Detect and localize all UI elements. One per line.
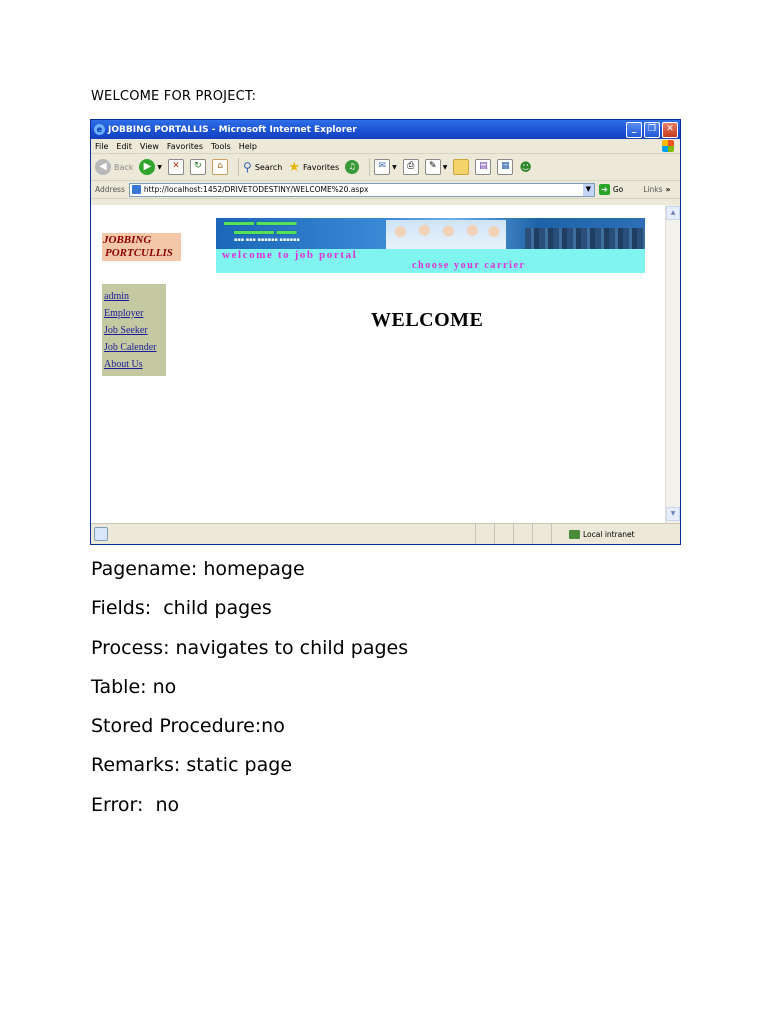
intranet-icon — [569, 530, 580, 539]
status-cells — [475, 524, 570, 544]
field-remarks: Remarks: static page — [91, 754, 293, 777]
window-title: JOBBING PORTALLIS - Microsoft Internet Explorer — [108, 124, 357, 135]
menu-tools[interactable]: Tools — [211, 141, 231, 151]
research-icon: ▤ — [475, 159, 491, 175]
ie-browser-window — [90, 119, 681, 545]
address-dropdown-icon[interactable]: ▼ — [583, 184, 594, 196]
favorites-label: Favorites — [302, 162, 340, 172]
discuss-button[interactable] — [497, 159, 513, 175]
logo-line-1: JOBBING — [103, 234, 152, 246]
discuss-icon: ▦ — [497, 159, 513, 175]
scroll-up-icon[interactable]: ▲ — [666, 206, 680, 220]
folder-icon — [453, 159, 469, 175]
address-input[interactable] — [129, 183, 595, 197]
field-pagename: Pagename: homepage — [91, 558, 305, 580]
page-done-icon — [94, 527, 108, 541]
banner-carrier-text: choose your carrier — [412, 260, 526, 271]
back-icon: ◀ — [95, 159, 111, 175]
menu-bar — [91, 139, 680, 154]
minimize-icon[interactable]: _ — [626, 122, 642, 138]
links-button[interactable]: Links — [643, 185, 663, 194]
ie-logo-icon: e — [94, 124, 105, 135]
favorites-button[interactable] — [288, 160, 339, 175]
field-process: Process: navigates to child pages — [91, 636, 409, 659]
document-heading: WELCOME FOR PROJECT: — [91, 89, 257, 104]
address-url: http://localhost:1452/DRIVETODESTINY/WELCOME%20.aspx — [143, 185, 369, 194]
messenger-icon: ☻ — [519, 160, 532, 174]
field-stored-procedure: Stored Procedure:no — [91, 715, 285, 738]
chevron-right-icon[interactable]: » — [665, 185, 671, 194]
refresh-button[interactable] — [190, 159, 206, 175]
logo-line-2: PORTCULLIS — [105, 247, 173, 259]
address-label: Address — [95, 185, 125, 194]
menu-view[interactable]: View — [139, 141, 159, 151]
field-fields: Fields: child pages — [91, 597, 272, 620]
field-table: Table: no — [91, 675, 177, 698]
site-nav-menu — [102, 284, 166, 376]
back-button[interactable] — [95, 159, 133, 175]
go-button-label[interactable]: Go — [612, 185, 624, 194]
home-button[interactable] — [212, 159, 228, 175]
search-button[interactable] — [243, 160, 282, 174]
home-icon: ⌂ — [212, 159, 228, 175]
window-titlebar[interactable] — [91, 120, 680, 139]
stop-button[interactable] — [168, 159, 184, 175]
forward-button[interactable]: ▶ ▼ — [139, 159, 162, 175]
site-logo — [102, 233, 181, 261]
vertical-scrollbar[interactable] — [665, 205, 680, 523]
people-photo — [386, 220, 506, 249]
menu-file[interactable]: File — [95, 141, 109, 151]
folder-button[interactable] — [453, 159, 469, 175]
menu-edit[interactable]: Edit — [116, 141, 132, 151]
welcome-heading: WELCOME — [371, 309, 484, 331]
banner-text-strip — [216, 249, 645, 273]
favorites-star-icon: ★ — [288, 159, 300, 175]
media-button[interactable] — [345, 160, 359, 174]
nav-link-employer[interactable]: Employer — [104, 308, 144, 319]
banner-welcome-text: welcome to job portal — [222, 249, 358, 261]
status-zone-label: Local intranet — [583, 529, 635, 539]
stop-icon: ✕ — [168, 159, 184, 175]
messenger-button[interactable] — [519, 160, 532, 174]
mail-button[interactable]: ✉ ▼ — [374, 159, 397, 175]
browser-viewport — [91, 205, 665, 523]
search-icon: ⚲ — [243, 160, 252, 174]
page-icon — [132, 185, 141, 194]
restore-icon[interactable]: ❐ — [644, 122, 660, 138]
nav-link-about-us[interactable]: About Us — [104, 359, 143, 370]
document-fields — [91, 557, 408, 832]
banner-site-name: ▬▬▬ ▬▬▬▬ ▬▬▬▬ ▬▬ — [224, 218, 297, 237]
toolbar — [91, 154, 680, 181]
address-bar — [91, 181, 680, 199]
status-zone — [569, 524, 635, 544]
banner-tagline: ▪▪▪ ▪▪▪ ▪▪▪▪▪▪ ▪▪▪▪▪▪ — [234, 237, 300, 243]
media-icon: ♫ — [345, 160, 359, 174]
field-error: Error: no — [91, 793, 180, 816]
forward-icon: ▶ — [139, 159, 155, 175]
close-icon[interactable]: ✕ — [662, 122, 678, 138]
mail-icon: ✉ — [374, 159, 390, 175]
windows-flag-icon — [662, 140, 674, 152]
research-button[interactable] — [475, 159, 491, 175]
search-label: Search — [254, 162, 283, 172]
nav-link-job-calender[interactable]: Job Calender — [104, 342, 157, 353]
edit-icon: ✎ — [425, 159, 441, 175]
print-button[interactable] — [403, 159, 419, 175]
refresh-icon: ↻ — [190, 159, 206, 175]
city-skyline-photo — [525, 228, 645, 249]
go-arrow-icon[interactable]: ➜ — [599, 184, 610, 195]
banner-photo-strip — [216, 218, 645, 249]
edit-button[interactable]: ✎ ▼ — [425, 159, 448, 175]
menu-favorites[interactable]: Favorites — [166, 141, 204, 151]
nav-link-job-seeker[interactable]: Job Seeker — [104, 325, 148, 336]
print-icon: ⎙ — [403, 159, 419, 175]
site-banner-image — [216, 218, 645, 273]
status-bar — [91, 523, 680, 544]
back-label: Back — [114, 162, 134, 172]
scroll-down-icon[interactable]: ▼ — [666, 507, 680, 521]
nav-link-admin[interactable]: admin — [104, 291, 129, 302]
menu-help[interactable]: Help — [238, 141, 257, 151]
